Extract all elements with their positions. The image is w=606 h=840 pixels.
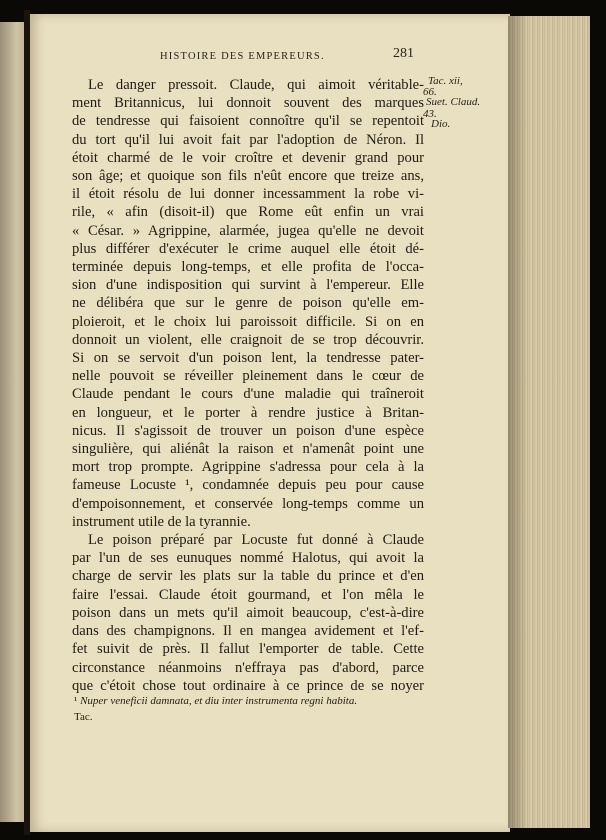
text-line: son âge; et quoique son fils n'eût encore que treize ans, xyxy=(72,168,424,185)
margin-note-suetonius: Suet. Claud. xyxy=(426,96,481,108)
text-line: il étoit résolu de lui donner incessamment la robe vi- xyxy=(72,186,424,203)
footnote-line xyxy=(74,693,434,709)
text-line: « César. » Agrippine, alarmée, jugea qu'elle ne devoit xyxy=(72,222,424,239)
text-line: mort trop prompte. Agrippine s'adressa pour cela à la xyxy=(72,459,424,476)
margin-note-tacitus-chapter: 66. xyxy=(423,86,437,98)
text-line: nelle pouvoit se réveiller pleinement dans le cœur de xyxy=(72,368,424,385)
text-line: Claude pendant le cours d'une maladie qui traîneroit xyxy=(72,386,424,403)
text-line: donnoit un violent, elle craignoit de se trop découvrir. xyxy=(72,331,424,348)
footnote-text: Nuper veneficii damnata, et diu inter instrumenta regni habita. xyxy=(80,695,358,707)
footnote-marker: ¹ xyxy=(74,695,78,707)
text-line: Le poison préparé par Locuste fut donné à Claude xyxy=(88,532,424,549)
text-line: faire l'essai. Claude étoit gourmand, et l'on mêla le xyxy=(72,586,424,603)
text-line: du tort qu'il lui avoit fait par l'adoption de Néron. Il xyxy=(72,131,424,148)
text-line: fameuse Locuste ¹, condamnée depuis peu pour cause xyxy=(72,477,424,494)
text-line: que c'étoit chose tout ordinaire à ce prince de se noyer xyxy=(72,677,424,694)
text-line: ment Britannicus, lui donnoit souvent des marques xyxy=(72,95,424,112)
main-text xyxy=(72,76,424,695)
text-line: étoit charmé de le voir croître et devenir grand pour xyxy=(72,149,424,166)
page-number: 281 xyxy=(393,46,414,61)
text-line: poison dans un mets qu'il aimoit beaucoup, c'est-à-dire xyxy=(72,604,424,621)
running-title: HISTOIRE DES EMPEREURS. xyxy=(160,51,325,62)
text-line: singulière, qui aliénât la raison et n'amenât point une xyxy=(72,441,424,458)
text-line: en longueur, et le porter à rendre justice à Britan- xyxy=(72,404,424,421)
text-line: sion d'une indisposition qui survint à l'empereur. Elle xyxy=(72,277,424,294)
text-line: charge de servir les plats sur la table du prince et d'en xyxy=(72,568,424,585)
margin-note-dio: Dio. xyxy=(431,118,451,130)
paragraph-2 xyxy=(72,531,424,695)
page-edge-shadow xyxy=(508,16,528,828)
text-line: d'empoisonnement, et conservée long-temps comme un xyxy=(72,495,424,512)
text-line: plus différer d'exécuter le crime auquel elle étoit dé- xyxy=(72,240,424,257)
footnote xyxy=(74,693,434,725)
paragraph-1 xyxy=(72,76,424,531)
text-line: dans des champignons. Il en mangea avidement et l'ef- xyxy=(72,623,424,640)
text-line: ne délibéra que sur le genre de poison qu'elle em- xyxy=(72,295,424,312)
text-line: rile, « afin (disoit-il) que Rome eût enfin un vrai xyxy=(72,204,424,221)
margin-note-tacitus: Tac. xii, xyxy=(428,75,463,87)
text-line: instrument utile de la tyrannie. xyxy=(72,513,251,530)
text-line: nicus. Il s'agissoit de trouver un poison d'une espèce xyxy=(72,422,424,439)
text-line: terminée depuis long-temps, et elle profita de l'occa- xyxy=(72,259,424,276)
text-line: fet suivit de près. Il fallut l'emporter de table. Cette xyxy=(72,641,424,658)
text-line: de tendresse qui faisoient connoître qu'il se repentoit xyxy=(72,113,424,130)
footnote-source: Tac. xyxy=(74,711,93,723)
margin-note-suetonius-chapter: 43. xyxy=(423,108,437,120)
text-line: Si on se servoit d'un poison lent, la tendresse pater- xyxy=(72,350,424,367)
text-line: Le danger pressoit. Claude, qui aimoit véritable- xyxy=(88,77,424,93)
text-line: par l'un de ses eunuques nommé Halotus, qui avoit la xyxy=(72,550,424,567)
text-line: circonstance néanmoins n'effraya pas d'abord, parce xyxy=(72,659,424,676)
text-line: ploieroit, et le choix lui paroissoit difficile. Si on en xyxy=(72,313,424,330)
